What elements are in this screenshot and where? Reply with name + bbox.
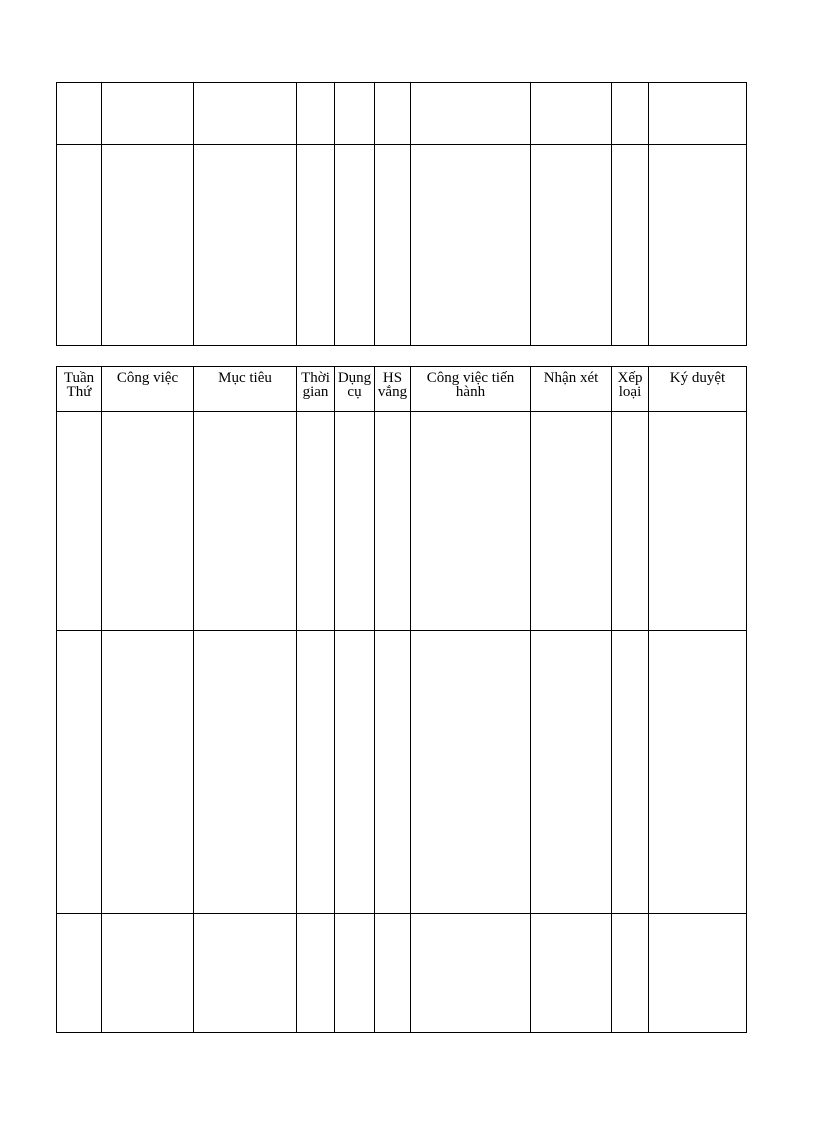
table-cell <box>194 631 297 914</box>
table-cell <box>335 83 375 145</box>
table-cell <box>102 412 194 631</box>
table-cell <box>375 145 411 346</box>
table-cell <box>297 145 335 346</box>
table-cell <box>411 914 531 1033</box>
table-row <box>57 83 747 145</box>
table-cell <box>297 631 335 914</box>
table-cell <box>57 83 102 145</box>
table-cell <box>612 83 649 145</box>
table-cell <box>375 412 411 631</box>
table-cell <box>375 83 411 145</box>
table-cell <box>102 914 194 1033</box>
table-cell <box>194 145 297 346</box>
table-cell <box>102 145 194 346</box>
weekly-plan-table <box>56 366 747 1033</box>
table-cell <box>194 83 297 145</box>
table-cell <box>57 914 102 1033</box>
table-cell <box>194 914 297 1033</box>
top-empty-table <box>56 82 747 346</box>
table-cell <box>531 83 612 145</box>
table-cell <box>335 145 375 346</box>
table-cell <box>612 145 649 346</box>
table-cell <box>297 914 335 1033</box>
table-cell <box>649 83 747 145</box>
table-cell <box>649 145 747 346</box>
table-cell <box>649 631 747 914</box>
table-cell <box>531 412 612 631</box>
header-hs-vang: HS vắng <box>375 367 411 412</box>
table-row <box>57 914 747 1033</box>
table-cell <box>375 914 411 1033</box>
table-cell <box>57 631 102 914</box>
table-row <box>57 412 747 631</box>
table-row <box>57 145 747 346</box>
header-thoi-gian: Thời gian <box>297 367 335 412</box>
header-cong-viec: Công việc <box>102 367 194 412</box>
table-cell <box>335 914 375 1033</box>
table-cell <box>531 145 612 346</box>
table-cell <box>531 631 612 914</box>
table-cell <box>612 914 649 1033</box>
header-muc-tieu: Mục tiêu <box>194 367 297 412</box>
table-cell <box>612 412 649 631</box>
header-nhan-xet: Nhận xét <box>531 367 612 412</box>
header-cong-viec-tien-hanh: Công việc tiến hành <box>411 367 531 412</box>
table-row <box>57 631 747 914</box>
table-cell <box>411 83 531 145</box>
table-cell <box>411 412 531 631</box>
table-header-row <box>57 367 747 412</box>
table-cell <box>57 412 102 631</box>
table-cell <box>411 631 531 914</box>
table-cell <box>102 83 194 145</box>
table-cell <box>102 631 194 914</box>
table-cell <box>649 412 747 631</box>
header-dung-cu: Dụng cụ <box>335 367 375 412</box>
table-cell <box>531 914 612 1033</box>
header-ky-duyet: Ký duyệt <box>649 367 747 412</box>
table-cell <box>612 631 649 914</box>
header-tuan-thu: Tuần Thứ <box>57 367 102 412</box>
table-cell <box>297 412 335 631</box>
table-cell <box>649 914 747 1033</box>
table-cell <box>297 83 335 145</box>
table-cell <box>335 631 375 914</box>
table-cell <box>194 412 297 631</box>
table-cell <box>375 631 411 914</box>
table-cell <box>411 145 531 346</box>
table-cell <box>57 145 102 346</box>
header-xep-loai: Xếp loại <box>612 367 649 412</box>
table-cell <box>335 412 375 631</box>
